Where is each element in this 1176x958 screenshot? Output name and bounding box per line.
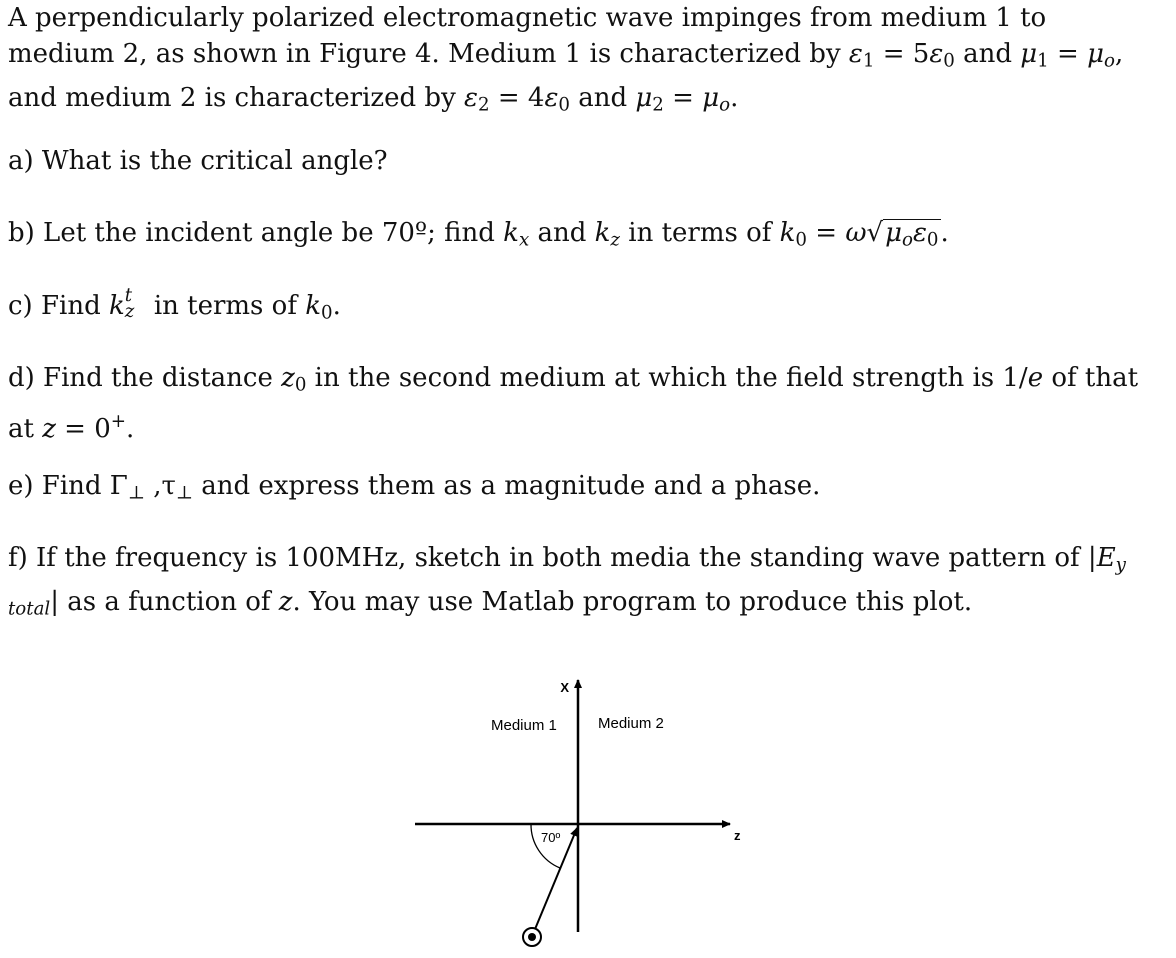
- part-f: f) If the frequency is 100MHz, sketch in both media the standing wave pattern of |Ey total| as a function of z. You may use Matlab program to produce this plot.: [8, 543, 1126, 620]
- intro-text-3: , and medium 2 is characterized by: [8, 39, 1124, 113]
- intro-text-1: A perpendicularly polarized electromagnetic wave impinges from medium 1 to medium 2, as shown in Figure 4. Medium 1 is characterized by: [8, 3, 1047, 69]
- part-c: c) Find k t z in terms of $k_0$.: [8, 285, 341, 324]
- part-d: d) Find the distance $z_0$ in the second medium at which the field strength is 1/e of that at z = 0+.: [8, 363, 1139, 444]
- medium2-label: Medium 2: [598, 715, 664, 732]
- eps1-value: 5: [912, 39, 930, 69]
- intro-text-4: and: [578, 82, 628, 113]
- z-axis-label: z: [734, 828, 741, 843]
- x-axis-label: X: [560, 680, 569, 695]
- part-a: a) What is the critical angle?: [8, 146, 388, 176]
- problem-intro: A perpendicularly polarized electromagnetic wave impinges from medium 1 to medium 2, as shown in Figure 4. Medium 1 is characterized by $\varepsilon_1 = 5\varepsilon_0$ and $\mu_1 = \mu o$, and medium 2 is characterized by $\varepsilon_2 = 4\varepsilon_0$ and $\mu_2 = \mu o$.: [8, 3, 1124, 116]
- eps2-value: 4: [527, 82, 545, 113]
- angle-label: 70º: [541, 830, 561, 845]
- part-b: b) Let the incident angle be 70º; find kx and kz in terms of $k_0 = \omega√\mu o\varepsilon_0$.: [8, 218, 949, 251]
- intro-text-2: and: [963, 39, 1012, 69]
- source-dot-icon: [528, 933, 536, 941]
- medium1-label: Medium 1: [491, 717, 557, 734]
- part-e: e) Find $\Gamma_\perp$ $,\tau_\perp$ and express them as a magnitude and a phase.: [8, 471, 821, 504]
